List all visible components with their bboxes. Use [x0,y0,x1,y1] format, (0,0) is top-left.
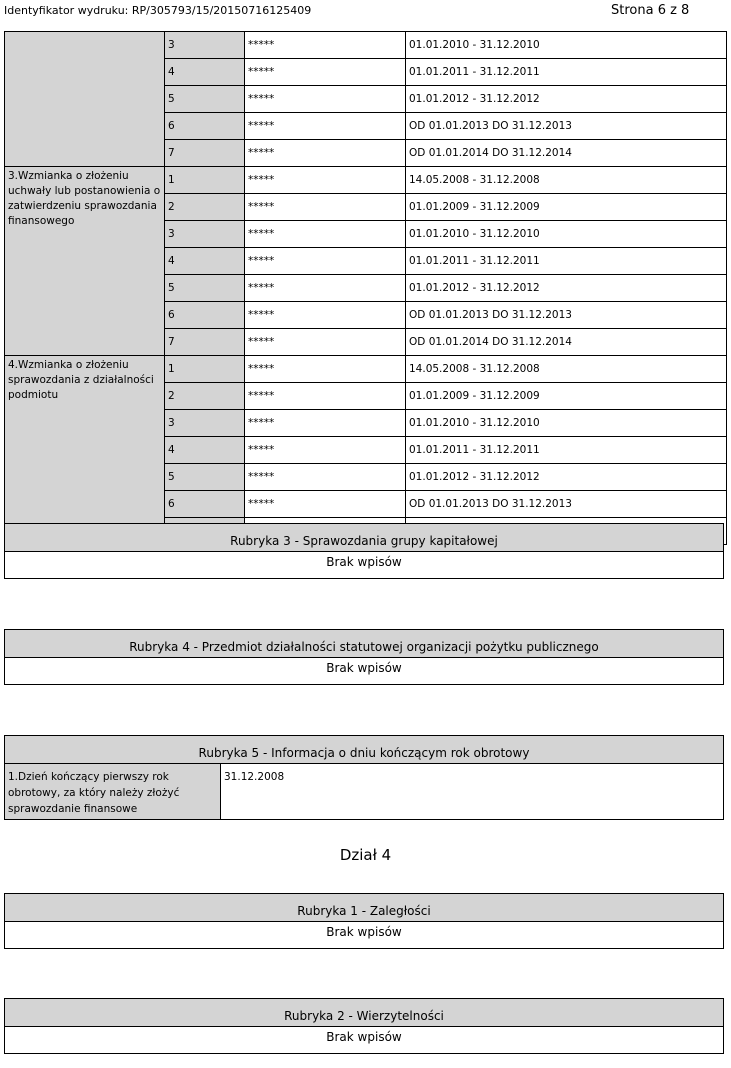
period-cell: 14.05.2008 - 31.12.2008 [406,167,727,194]
table-row [5,32,727,59]
period-cell: 14.05.2008 - 31.12.2008 [406,356,727,383]
row-number: 6 [165,113,245,140]
row-number: 6 [165,491,245,518]
table-row [5,356,727,383]
period-cell: 01.01.2010 - 31.12.2010 [406,221,727,248]
period-cell: OD 01.01.2014 DO 31.12.2014 [406,329,727,356]
table-row [5,167,727,194]
period-cell: OD 01.01.2013 DO 31.12.2013 [406,491,727,518]
financial-reports-table [4,31,727,545]
section-title: Dział 4 [339,846,392,864]
row-number: 1 [165,167,245,194]
period-cell: OD 01.01.2013 DO 31.12.2013 [406,113,727,140]
masked-value: ***** [245,113,406,140]
masked-value: ***** [245,275,406,302]
masked-value: ***** [245,356,406,383]
masked-value: ***** [245,464,406,491]
masked-value: ***** [245,86,406,113]
row-number: 7 [165,329,245,356]
period-cell: 01.01.2012 - 31.12.2012 [406,86,727,113]
rubryka-4-title: Rubryka 4 - Przedmiot działalności statutowej organizacji pożytku publicznego [5,630,723,658]
group-label: 4.Wzmianka o złożeniu sprawozdania z działalności podmiotu [5,356,165,545]
period-cell: 01.01.2009 - 31.12.2009 [406,383,727,410]
rubryka-5-title: Rubryka 5 - Informacja o dniu kończącym rok obrotowy [5,736,723,764]
masked-value: ***** [245,248,406,275]
rubryka-3 [4,523,724,579]
period-cell: 01.01.2011 - 31.12.2011 [406,59,727,86]
row-number: 4 [165,248,245,275]
masked-value: ***** [245,167,406,194]
period-cell: OD 01.01.2013 DO 31.12.2013 [406,302,727,329]
period-cell: 01.01.2011 - 31.12.2011 [406,437,727,464]
masked-value: ***** [245,221,406,248]
period-cell: 01.01.2011 - 31.12.2011 [406,248,727,275]
row-number: 4 [165,59,245,86]
row-number: 5 [165,464,245,491]
d4-rubryka-1 [4,893,724,949]
masked-value: ***** [245,59,406,86]
print-identifier: Identyfikator wydruku: RP/305793/15/20150716125409 [4,4,312,17]
rubryka-4 [4,629,724,685]
row-number: 6 [165,302,245,329]
row-number: 5 [165,275,245,302]
row-number: 2 [165,383,245,410]
masked-value: ***** [245,437,406,464]
page-number: Strona 6 z 8 [611,3,690,18]
row-number: 7 [165,140,245,167]
rubryka-3-body: Brak wpisów [326,555,402,569]
masked-value: ***** [245,140,406,167]
period-cell: 01.01.2010 - 31.12.2010 [406,410,727,437]
d4-rubryka-2 [4,998,724,1054]
d4-rubryka-1-title: Rubryka 1 - Zaległości [5,894,723,922]
period-cell: 01.01.2009 - 31.12.2009 [406,194,727,221]
row-number: 3 [165,32,245,59]
fiscal-year-end-value: 31.12.2008 [224,771,285,783]
masked-value: ***** [245,383,406,410]
group-label [5,32,165,167]
masked-value: ***** [245,410,406,437]
period-cell: 01.01.2012 - 31.12.2012 [406,275,727,302]
masked-value: ***** [245,32,406,59]
masked-value: ***** [245,329,406,356]
d4-rubryka-1-body: Brak wpisów [326,925,402,939]
masked-value: ***** [245,302,406,329]
row-number: 4 [165,437,245,464]
period-cell: 01.01.2012 - 31.12.2012 [406,464,727,491]
period-cell: OD 01.01.2014 DO 31.12.2014 [406,140,727,167]
group-label: 3.Wzmianka o złożeniu uchwały lub postanowienia o zatwierdzeniu sprawozdania finansowego [5,167,165,356]
d4-rubryka-2-body: Brak wpisów [326,1030,402,1044]
masked-value: ***** [245,491,406,518]
row-number: 1 [165,356,245,383]
period-cell: 01.01.2010 - 31.12.2010 [406,32,727,59]
rubryka-5 [4,735,724,820]
rubryka-4-body: Brak wpisów [326,661,402,675]
masked-value: ***** [245,194,406,221]
row-number: 2 [165,194,245,221]
row-number: 3 [165,410,245,437]
row-number: 3 [165,221,245,248]
d4-rubryka-2-title: Rubryka 2 - Wierzytelności [5,999,723,1027]
rubryka-3-title: Rubryka 3 - Sprawozdania grupy kapitałowej [5,524,723,552]
row-number: 5 [165,86,245,113]
fiscal-year-end-label: 1.Dzień kończący pierwszy rok obrotowy, za który należy złożyć sprawozdanie finansowe [5,764,221,819]
